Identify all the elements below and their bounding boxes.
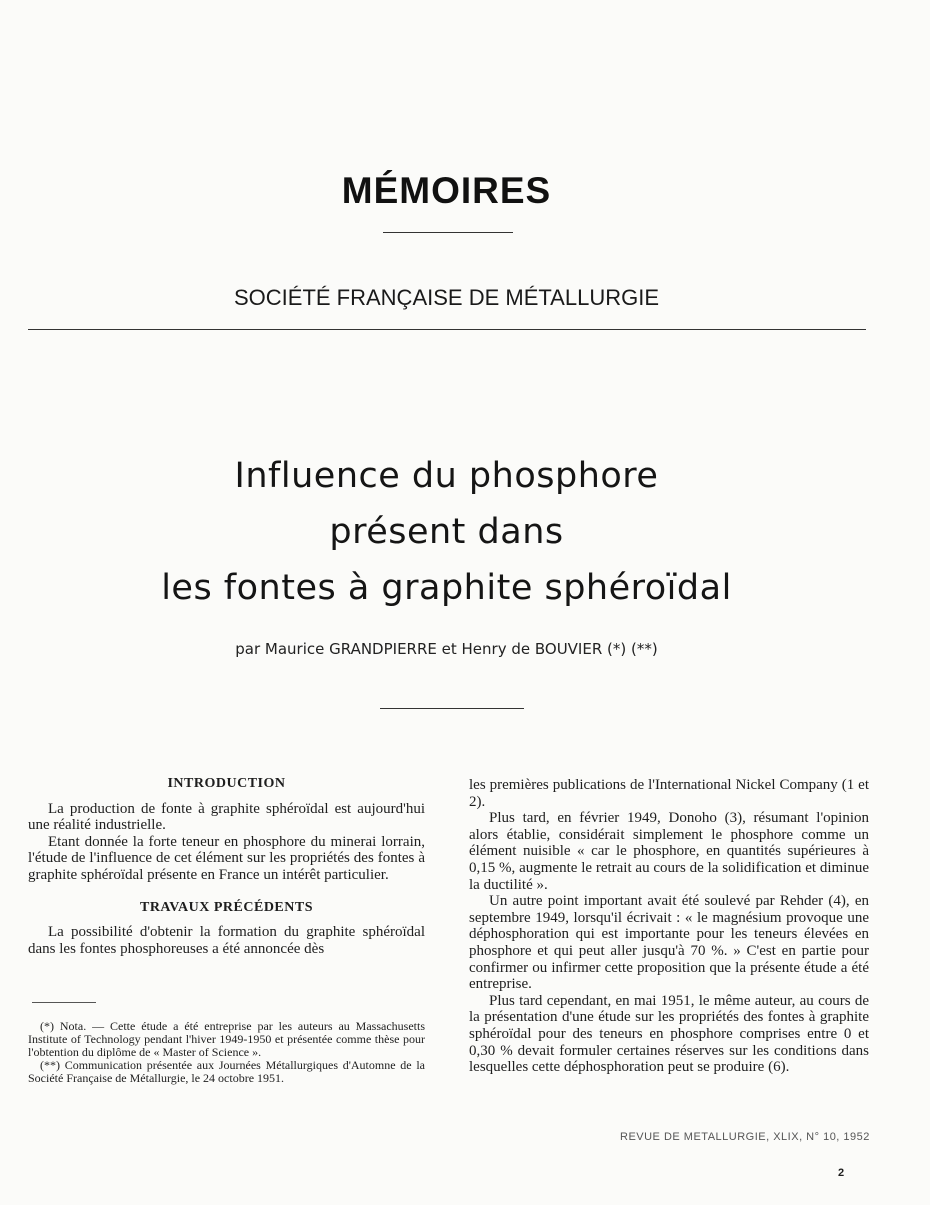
authors-divider [380,708,524,709]
journal-reference: REVUE DE METALLURGIE, XLIX, N° 10, 1952 [620,1131,870,1143]
footnote: (*) Nota. — Cette étude a été entreprise par les auteurs au Massachusetts Institute of Technology pendant l'hiver 1949-1950 et présentée comme thèse pour l'obtention du diplôme de « Master of Science ». [28,1019,425,1059]
article-title-line: Influence du phosphore [234,456,659,496]
left-column [28,776,425,957]
footnote-divider [32,1002,96,1003]
article-title-line: présent dans [329,512,564,552]
paragraph: les premières publications de l'International Nickel Company (1 et 2). [469,777,869,810]
paragraph: Etant donnée la forte teneur en phosphore du minerai lorrain, l'étude de l'influence de cet élément sur les propriétés des fontes à graphite sphéroïdal présente en France un intérêt particulier. [28,833,425,883]
society-name: SOCIÉTÉ FRANÇAISE DE MÉTALLURGIE [233,285,659,310]
paragraph: Un autre point important avait été soulevé par Rehder (4), en septembre 1949, lorsqu'il écrivait : « le magnésium provoque une déphosphoration qui est importante pour les teneurs élevées en phosphore et qui peut aller jusqu'à 70 %. » C'est en partie pour confirmer ou infirmer cette proposition que la présente étude a été entreprise. [469,893,869,993]
article-title [0,448,893,616]
article-title-line: les fontes à graphite sphéroïdal [161,568,732,608]
right-column [469,777,869,1076]
paragraph: Plus tard, en février 1949, Donoho (3), résumant l'opinion alors établie, considérait simplement le phosphore comme un élément nuisible « car le phosphore, en quantités supérieures à 0,15 %, augmente le retrait au cours de la solidification et diminue la ductilité ». [469,810,869,893]
introduction-heading: INTRODUCTION [167,776,286,791]
paragraph: La possibilité d'obtenir la formation du graphite sphéroïdal dans les fontes phosphoreuses a été annoncée dès [28,924,425,957]
page-number: 2 [838,1167,845,1179]
authors-line: par Maurice GRANDPIERRE et Henry de BOUVIER (*) (**) [235,640,658,658]
footnotes [28,1020,425,1085]
previous-work-heading: TRAVAUX PRÉCÉDENTS [139,899,314,915]
footnote: (**) Communication présentée aux Journées Métallurgiques d'Automne de la Société Française de Métallurgie, le 24 octobre 1951. [28,1058,425,1085]
title-underline [383,232,513,233]
paragraph: Plus tard cependant, en mai 1951, le même auteur, au cours de la présentation d'une étude sur les propriétés des fontes à graphite sphéroïdal pour des teneurs en phosphore comprises entre 0 et 0,30 % devait formuler certaines réserves sur les conditions dans lesquelles cette déphosphoration peut se produire (6). [469,992,869,1076]
paragraph: La production de fonte à graphite sphéroïdal est aujourd'hui une réalité industrielle. [28,800,425,834]
section-title: MÉMOIRES [341,170,552,211]
header-divider [28,329,866,330]
